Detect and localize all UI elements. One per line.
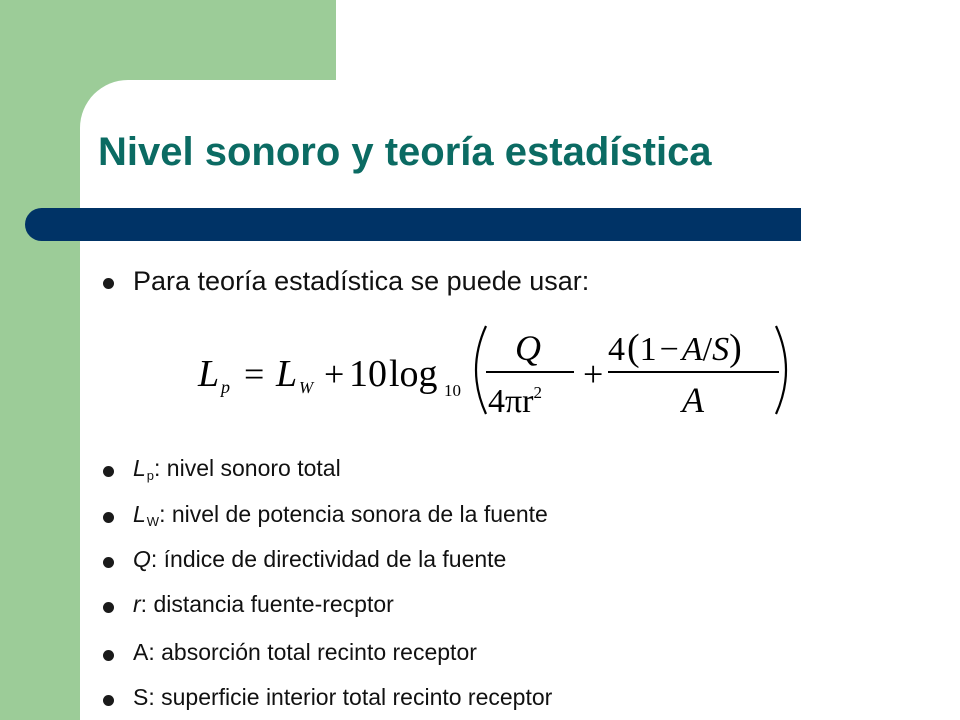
formula-left-paren <box>476 326 486 414</box>
bullet-icon <box>103 695 114 706</box>
definition-item-r: r: distancia fuente-recptor <box>133 591 394 617</box>
formula-lw-subscript: W <box>299 378 314 397</box>
formula-lp-subscript: p <box>221 377 230 397</box>
formula-log-base: 10 <box>444 381 461 400</box>
formula-equals: = <box>244 354 265 394</box>
bullet-icon <box>103 466 114 477</box>
formula-coefficient: 10 <box>349 353 387 395</box>
definition-item-lw: $L_W$: nivel de potencia sonora de la fuente <box>133 501 548 529</box>
formula-denominator-1: $4\pi r^2$ <box>488 383 542 420</box>
formula-right-paren <box>776 326 786 414</box>
formula-numerator-2: 4(1−A/S) <box>608 327 742 369</box>
bullet-icon <box>103 602 114 613</box>
slide-title: Nivel sonoro y teoría estadística <box>98 130 712 174</box>
formula-plus-2: + <box>583 354 604 394</box>
formula-lp-symbol: L <box>198 353 220 395</box>
definition-item-lp: $L_p$: nivel sonoro total <box>133 455 341 483</box>
definition-item-s: S: superficie interior total recinto receptor <box>133 684 553 710</box>
definition-item-a: A: absorción total recinto receptor <box>133 639 477 665</box>
bullet-icon <box>103 512 114 523</box>
bullet-icon <box>103 278 114 289</box>
intro-text: Para teoría estadística se puede usar: <box>133 266 590 296</box>
bullet-icon <box>103 557 114 568</box>
formula-numerator-1: Q <box>515 328 541 368</box>
formula-denominator-2: A <box>682 380 704 420</box>
formula-plus-1: + <box>324 354 345 394</box>
sound-level-formula <box>196 320 796 420</box>
formula-lw-symbol: L <box>276 353 298 395</box>
title-underline-bar <box>25 208 801 241</box>
formula-log: log <box>389 353 438 395</box>
bullet-icon <box>103 650 114 661</box>
definition-item-q: Q: índice de directividad de la fuente <box>133 546 507 572</box>
